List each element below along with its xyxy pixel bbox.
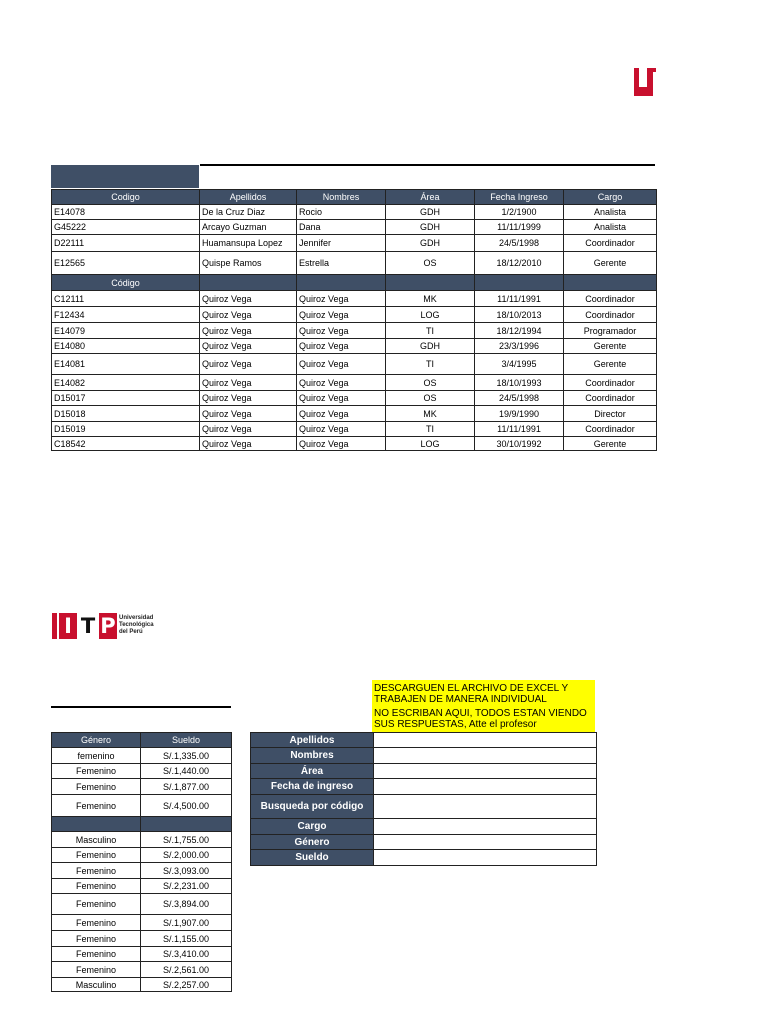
field-input[interactable] bbox=[374, 733, 597, 748]
table-row bbox=[52, 406, 657, 422]
title-block bbox=[51, 165, 199, 188]
table-cell[interactable]: GDH bbox=[386, 235, 475, 252]
table-cell[interactable]: Analista bbox=[564, 205, 657, 220]
table-cell[interactable]: MK bbox=[386, 291, 475, 307]
table-row bbox=[52, 354, 657, 375]
table-cell[interactable]: 30/10/1992 bbox=[475, 437, 564, 451]
table-cell[interactable]: S/.2,231.00 bbox=[141, 879, 232, 894]
sub-header-cell[interactable]: Código bbox=[52, 275, 200, 291]
table-cell[interactable]: Coordinador bbox=[564, 375, 657, 391]
table-cell[interactable]: Quiroz Vega bbox=[200, 406, 297, 422]
logo-letter: T bbox=[80, 614, 96, 638]
table-row bbox=[52, 779, 232, 795]
divider-line bbox=[200, 164, 655, 166]
field-label: Apellidos bbox=[251, 733, 374, 748]
field-label: Nombres bbox=[251, 748, 374, 764]
sub-header-cell[interactable] bbox=[297, 275, 386, 291]
table-cell[interactable]: S/.1,907.00 bbox=[141, 915, 232, 931]
table-cell[interactable]: 11/11/1999 bbox=[475, 220, 564, 235]
table-cell[interactable]: MK bbox=[386, 406, 475, 422]
logo-line: Tecnológica bbox=[119, 622, 154, 628]
table-row bbox=[52, 339, 657, 354]
gender-salary-table bbox=[51, 732, 232, 992]
brand-logo-mark bbox=[634, 68, 656, 96]
column-header[interactable]: Codigo bbox=[52, 190, 200, 205]
sub-header-cell[interactable] bbox=[200, 275, 297, 291]
table-cell[interactable]: De la Cruz Diaz bbox=[200, 205, 297, 220]
search-form-body bbox=[251, 733, 597, 866]
sub-header-cell[interactable] bbox=[52, 817, 141, 832]
column-header[interactable]: Área bbox=[386, 190, 475, 205]
table-row bbox=[52, 235, 657, 252]
table-row bbox=[52, 205, 657, 220]
table-cell[interactable]: Analista bbox=[564, 220, 657, 235]
table-cell[interactable]: TI bbox=[386, 422, 475, 437]
table-cell[interactable]: Quiroz Vega bbox=[297, 391, 386, 406]
table-cell[interactable]: 18/10/2013 bbox=[475, 307, 564, 323]
table-cell[interactable]: Quiroz Vega bbox=[200, 422, 297, 437]
table-cell[interactable]: Coordinador bbox=[564, 391, 657, 406]
table-cell[interactable]: Gerente bbox=[564, 252, 657, 275]
field-input[interactable] bbox=[374, 819, 597, 835]
table-row bbox=[52, 894, 232, 915]
table-cell[interactable]: 18/12/2010 bbox=[475, 252, 564, 275]
table-header-row bbox=[52, 733, 232, 748]
table-cell[interactable]: Quiroz Vega bbox=[200, 323, 297, 339]
logo-bar bbox=[52, 613, 57, 639]
form-row bbox=[251, 764, 597, 779]
form-row bbox=[251, 819, 597, 835]
sub-header-cell[interactable] bbox=[475, 275, 564, 291]
table-cell[interactable]: Coordinador bbox=[564, 422, 657, 437]
table-cell[interactable]: Quiroz Vega bbox=[200, 307, 297, 323]
table-row bbox=[52, 947, 232, 962]
table-row bbox=[52, 291, 657, 307]
field-label: Área bbox=[251, 764, 374, 779]
field-label: Fecha de ingreso bbox=[251, 779, 374, 795]
logo-text bbox=[119, 615, 154, 636]
table-cell[interactable]: Quiroz Vega bbox=[297, 375, 386, 391]
table-cell[interactable]: Quiroz Vega bbox=[297, 422, 386, 437]
table-cell[interactable]: E14079 bbox=[52, 323, 200, 339]
table-cell[interactable]: 24/5/1998 bbox=[475, 235, 564, 252]
table-cell[interactable]: Masculino bbox=[52, 978, 141, 992]
table-cell[interactable]: Femenino bbox=[52, 863, 141, 879]
table-row bbox=[52, 962, 232, 978]
table-cell[interactable]: Quiroz Vega bbox=[200, 437, 297, 451]
table-cell[interactable]: S/.1,877.00 bbox=[141, 779, 232, 795]
table-cell[interactable]: Arcayo Guzman bbox=[200, 220, 297, 235]
field-label: Busqueda por código bbox=[251, 795, 374, 819]
notice-box bbox=[372, 680, 595, 732]
field-input[interactable] bbox=[374, 764, 597, 779]
form-row bbox=[251, 795, 597, 819]
table-cell[interactable]: Gerente bbox=[564, 339, 657, 354]
employees-group-b bbox=[52, 291, 657, 451]
logo-letter: I bbox=[59, 613, 77, 639]
table-row bbox=[52, 879, 232, 894]
field-label: Sueldo bbox=[251, 850, 374, 866]
table-cell[interactable]: S/.3,894.00 bbox=[141, 894, 232, 915]
table-row bbox=[52, 848, 232, 863]
field-input[interactable] bbox=[374, 779, 597, 795]
table-cell[interactable]: D15019 bbox=[52, 422, 200, 437]
table-cell[interactable]: D15017 bbox=[52, 391, 200, 406]
field-input[interactable] bbox=[374, 835, 597, 850]
table-cell[interactable]: Gerente bbox=[564, 437, 657, 451]
table-cell[interactable]: Coordinador bbox=[564, 235, 657, 252]
table-cell[interactable]: S/.2,561.00 bbox=[141, 962, 232, 978]
notice-text: NO ESCRIBAN AQUI, TODOS ESTAN VIENDO SUS RESPUESTAS, Atte el profesor bbox=[374, 708, 587, 730]
column-header[interactable]: Apellidos bbox=[200, 190, 297, 205]
table-cell[interactable]: 1/2/1900 bbox=[475, 205, 564, 220]
table-cell[interactable]: Jennifer bbox=[297, 235, 386, 252]
sub-header-cell[interactable] bbox=[564, 275, 657, 291]
notice-text: DESCARGUEN EL ARCHIVO DE EXCEL Y TRABAJEN DE MANERA INDIVIDUAL bbox=[374, 683, 568, 705]
table-cell[interactable]: Femenino bbox=[52, 894, 141, 915]
sub-header-row bbox=[52, 275, 657, 291]
table-row bbox=[52, 375, 657, 391]
table-cell[interactable]: S/.2,257.00 bbox=[141, 978, 232, 992]
table-cell[interactable]: D15018 bbox=[52, 406, 200, 422]
table-cell[interactable]: Quiroz Vega bbox=[200, 391, 297, 406]
table-cell[interactable]: Femenino bbox=[52, 947, 141, 962]
table-cell[interactable]: Quiroz Vega bbox=[200, 339, 297, 354]
table-cell[interactable]: Quiroz Vega bbox=[297, 307, 386, 323]
table-cell[interactable]: Quiroz Vega bbox=[200, 291, 297, 307]
table-cell[interactable]: Huamansupa Lopez bbox=[200, 235, 297, 252]
table-cell[interactable]: Femenino bbox=[52, 931, 141, 947]
table-cell[interactable]: GDH bbox=[386, 205, 475, 220]
table-row bbox=[52, 764, 232, 779]
sub-header-cell[interactable] bbox=[141, 817, 232, 832]
divider-line bbox=[51, 706, 231, 708]
table-cell[interactable]: Quiroz Vega bbox=[200, 354, 297, 375]
form-row bbox=[251, 850, 597, 866]
table-cell[interactable]: 19/9/1990 bbox=[475, 406, 564, 422]
table-cell[interactable]: Estrella bbox=[297, 252, 386, 275]
table-cell[interactable]: 11/11/1991 bbox=[475, 422, 564, 437]
form-row bbox=[251, 779, 597, 795]
table-cell[interactable]: 23/3/1996 bbox=[475, 339, 564, 354]
table-cell[interactable]: OS bbox=[386, 391, 475, 406]
table-cell[interactable]: LOG bbox=[386, 307, 475, 323]
table-cell[interactable]: Quiroz Vega bbox=[297, 339, 386, 354]
field-input[interactable] bbox=[374, 748, 597, 764]
table-cell[interactable]: Coordinador bbox=[564, 307, 657, 323]
logo-line: Universidad bbox=[119, 615, 154, 621]
table-header-row bbox=[52, 190, 657, 205]
table-cell[interactable]: Rocio bbox=[297, 205, 386, 220]
table-cell[interactable]: Director bbox=[564, 406, 657, 422]
gender-salary-group-b bbox=[52, 832, 232, 992]
table-cell[interactable]: Femenino bbox=[52, 848, 141, 863]
table-row bbox=[52, 323, 657, 339]
table-cell[interactable]: E14081 bbox=[52, 354, 200, 375]
table-cell[interactable]: Quiroz Vega bbox=[297, 323, 386, 339]
table-cell[interactable]: LOG bbox=[386, 437, 475, 451]
table-cell[interactable]: S/.2,000.00 bbox=[141, 848, 232, 863]
table-row bbox=[52, 422, 657, 437]
table-cell[interactable]: S/.3,093.00 bbox=[141, 863, 232, 879]
table-cell[interactable]: 18/12/1994 bbox=[475, 323, 564, 339]
table-cell[interactable]: E12565 bbox=[52, 252, 200, 275]
table-cell[interactable]: Gerente bbox=[564, 354, 657, 375]
gender-salary-separator bbox=[52, 817, 232, 832]
column-header[interactable]: Fecha Ingreso bbox=[475, 190, 564, 205]
column-header[interactable]: Cargo bbox=[564, 190, 657, 205]
table-cell[interactable]: Programador bbox=[564, 323, 657, 339]
sub-header-row bbox=[52, 817, 232, 832]
table-cell[interactable]: GDH bbox=[386, 220, 475, 235]
table-cell[interactable]: Masculino bbox=[52, 832, 141, 848]
table-row bbox=[52, 391, 657, 406]
table-cell[interactable]: G45222 bbox=[52, 220, 200, 235]
table-cell[interactable]: E14080 bbox=[52, 339, 200, 354]
table-cell[interactable]: Femenino bbox=[52, 879, 141, 894]
form-row bbox=[251, 733, 597, 748]
table-cell[interactable]: S/.1,440.00 bbox=[141, 764, 232, 779]
table-cell[interactable]: Dana bbox=[297, 220, 386, 235]
employees-group-a bbox=[52, 205, 657, 275]
table-cell[interactable]: femenino bbox=[52, 748, 141, 764]
table-cell[interactable]: S/.1,755.00 bbox=[141, 832, 232, 848]
table-row bbox=[52, 978, 232, 992]
employees-table bbox=[51, 189, 657, 451]
table-cell[interactable]: Quiroz Vega bbox=[297, 437, 386, 451]
table-cell[interactable]: 18/10/1993 bbox=[475, 375, 564, 391]
table-row bbox=[52, 252, 657, 275]
employees-sub-header bbox=[52, 275, 657, 291]
table-cell[interactable]: Quiroz Vega bbox=[297, 406, 386, 422]
table-row bbox=[52, 220, 657, 235]
table-cell[interactable]: S/.1,155.00 bbox=[141, 931, 232, 947]
column-header[interactable]: Sueldo bbox=[141, 733, 232, 748]
table-cell[interactable]: 11/11/1991 bbox=[475, 291, 564, 307]
table-cell[interactable]: Femenino bbox=[52, 962, 141, 978]
form-row bbox=[251, 748, 597, 764]
table-cell[interactable]: E14078 bbox=[52, 205, 200, 220]
table-cell[interactable]: Femenino bbox=[52, 779, 141, 795]
search-form bbox=[250, 732, 597, 866]
field-label: Cargo bbox=[251, 819, 374, 835]
logo-line: del Perú bbox=[119, 629, 143, 635]
field-input[interactable] bbox=[374, 795, 597, 819]
table-row bbox=[52, 832, 232, 848]
table-cell[interactable]: Coordinador bbox=[564, 291, 657, 307]
table-cell[interactable]: Quiroz Vega bbox=[297, 354, 386, 375]
column-header[interactable]: Nombres bbox=[297, 190, 386, 205]
logo-letter: P bbox=[100, 614, 116, 638]
sub-header-cell[interactable] bbox=[386, 275, 475, 291]
table-row bbox=[52, 748, 232, 764]
table-cell[interactable]: GDH bbox=[386, 339, 475, 354]
table-row bbox=[52, 931, 232, 947]
table-row bbox=[52, 307, 657, 323]
table-cell[interactable]: 24/5/1998 bbox=[475, 391, 564, 406]
form-row bbox=[251, 835, 597, 850]
table-cell[interactable]: TI bbox=[386, 323, 475, 339]
table-cell[interactable]: Quispe Ramos bbox=[200, 252, 297, 275]
table-row bbox=[52, 915, 232, 931]
column-header[interactable]: Género bbox=[52, 733, 141, 748]
table-cell[interactable]: D22111 bbox=[52, 235, 200, 252]
table-row bbox=[52, 863, 232, 879]
table-cell[interactable]: E14082 bbox=[52, 375, 200, 391]
table-cell[interactable]: Femenino bbox=[52, 915, 141, 931]
field-input[interactable] bbox=[374, 850, 597, 866]
table-cell[interactable]: Femenino bbox=[52, 795, 141, 817]
table-cell[interactable]: S/.3,410.00 bbox=[141, 947, 232, 962]
table-row bbox=[52, 795, 232, 817]
table-cell[interactable]: OS bbox=[386, 375, 475, 391]
field-label: Género bbox=[251, 835, 374, 850]
table-cell[interactable]: C18542 bbox=[52, 437, 200, 451]
gender-salary-group-a bbox=[52, 748, 232, 817]
table-cell[interactable]: S/.1,335.00 bbox=[141, 748, 232, 764]
table-cell[interactable]: 3/4/1995 bbox=[475, 354, 564, 375]
table-cell[interactable]: C12111 bbox=[52, 291, 200, 307]
table-cell[interactable]: Quiroz Vega bbox=[200, 375, 297, 391]
table-cell[interactable]: F12434 bbox=[52, 307, 200, 323]
table-cell[interactable]: Quiroz Vega bbox=[297, 291, 386, 307]
table-cell[interactable]: OS bbox=[386, 252, 475, 275]
table-cell[interactable]: S/.4,500.00 bbox=[141, 795, 232, 817]
utp-logo bbox=[52, 613, 182, 641]
table-cell[interactable]: Femenino bbox=[52, 764, 141, 779]
table-cell[interactable]: TI bbox=[386, 354, 475, 375]
table-row bbox=[52, 437, 657, 451]
